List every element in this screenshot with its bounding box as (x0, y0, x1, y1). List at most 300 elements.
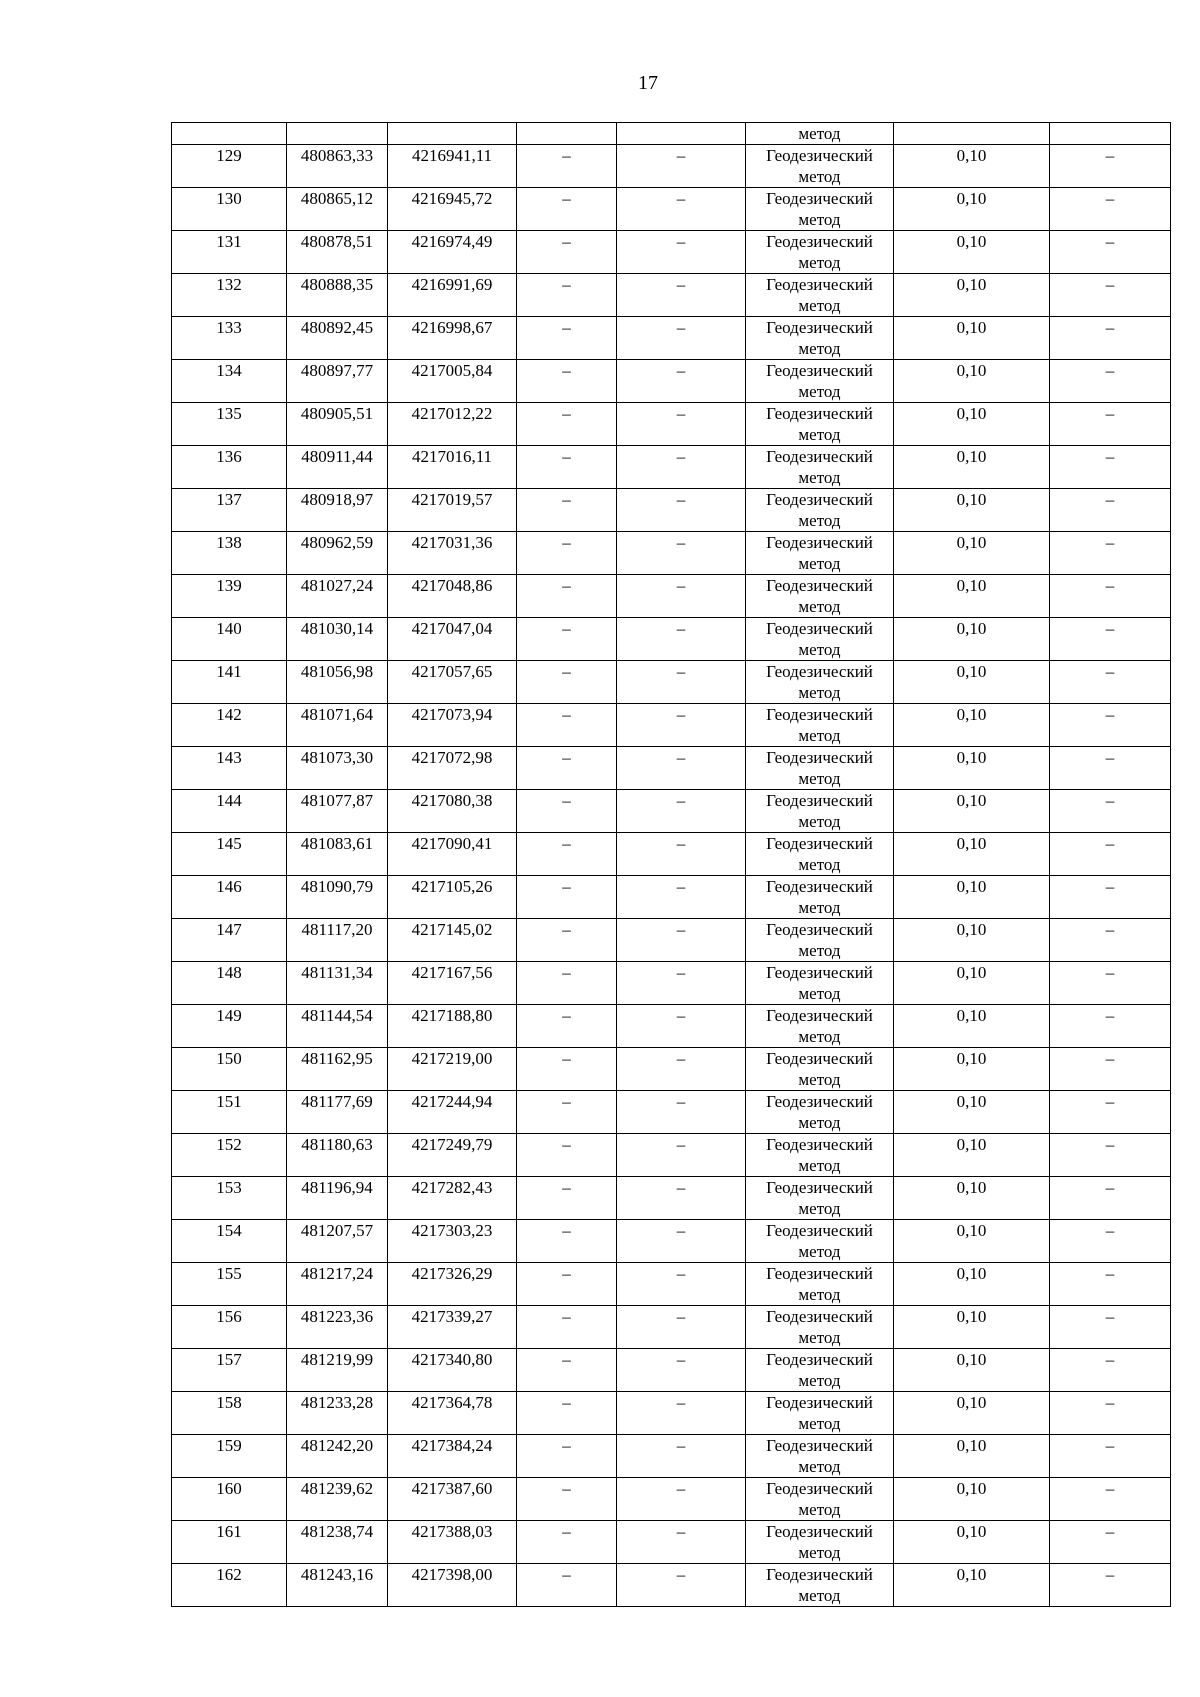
cell-col5: – (617, 1005, 746, 1048)
method-line-1: Геодезический (766, 1479, 873, 1498)
cell-col4: – (517, 790, 617, 833)
cell-col5: – (617, 1478, 746, 1521)
method-line-2: метод (798, 855, 841, 874)
cell-col4: – (517, 1263, 617, 1306)
cell-accuracy: 0,10 (894, 1392, 1050, 1435)
cell-accuracy: 0,10 (894, 1005, 1050, 1048)
method-line-2: метод (798, 640, 841, 659)
cell-col8: – (1050, 747, 1171, 790)
cell-col8: – (1050, 1521, 1171, 1564)
method-line-1: Геодезический (766, 490, 873, 509)
cell-col8: – (1050, 1177, 1171, 1220)
cell-col4: – (517, 1478, 617, 1521)
cell-col8: – (1050, 1263, 1171, 1306)
cell-point-number: 135 (172, 403, 287, 446)
cell-col8: – (1050, 1005, 1171, 1048)
cell-point-number: 162 (172, 1564, 287, 1607)
cell-col5: – (617, 1564, 746, 1607)
method-line-1: Геодезический (766, 232, 873, 251)
cell-x-coordinate: 480905,51 (287, 403, 388, 446)
cell-point-number: 132 (172, 274, 287, 317)
table-row (172, 446, 1171, 489)
cell-y-coordinate: 4217219,00 (388, 1048, 517, 1091)
cell-x-coordinate: 480918,97 (287, 489, 388, 532)
cell-col4: – (517, 188, 617, 231)
cell-point-number: 151 (172, 1091, 287, 1134)
cell-col5: – (617, 532, 746, 575)
cell-col8: – (1050, 1349, 1171, 1392)
method-line-2: метод (798, 339, 841, 358)
cell-col4: – (517, 618, 617, 661)
method-line-2: метод (798, 554, 841, 573)
table-row (172, 962, 1171, 1005)
cell-x-coordinate: 481219,99 (287, 1349, 388, 1392)
cell-col5: – (617, 1220, 746, 1263)
cell-accuracy: 0,10 (894, 1091, 1050, 1134)
cell-col4: – (517, 747, 617, 790)
table-row (172, 1478, 1171, 1521)
cell-y-coordinate: 4217282,43 (388, 1177, 517, 1220)
cell-col5: – (617, 876, 746, 919)
cell-col4: – (517, 1177, 617, 1220)
cell-method (746, 317, 894, 360)
method-line-1: Геодезический (766, 1350, 873, 1369)
cell-method (746, 1435, 894, 1478)
table-row (172, 1134, 1171, 1177)
cell-col8: – (1050, 1564, 1171, 1607)
cell-y-coordinate: 4217031,36 (388, 532, 517, 575)
cell-accuracy: 0,10 (894, 360, 1050, 403)
cell-method (746, 1564, 894, 1607)
cell-point-number: 129 (172, 145, 287, 188)
cell-accuracy: 0,10 (894, 1306, 1050, 1349)
cell-y-coordinate: 4217388,03 (388, 1521, 517, 1564)
cell-y-coordinate: 4217019,57 (388, 489, 517, 532)
cell-accuracy: 0,10 (894, 1349, 1050, 1392)
cell-x-coordinate: 481071,64 (287, 704, 388, 747)
method-line-1: Геодезический (766, 1522, 873, 1541)
cell-empty (894, 123, 1050, 145)
cell-accuracy: 0,10 (894, 1134, 1050, 1177)
cell-x-coordinate: 481243,16 (287, 1564, 388, 1607)
cell-method: метод (746, 123, 894, 145)
cell-empty (172, 123, 287, 145)
cell-point-number: 144 (172, 790, 287, 833)
method-line-1: Геодезический (766, 1178, 873, 1197)
cell-accuracy: 0,10 (894, 317, 1050, 360)
cell-col8: – (1050, 188, 1171, 231)
method-line-2: метод (798, 726, 841, 745)
table-row (172, 618, 1171, 661)
cell-col8: – (1050, 962, 1171, 1005)
method-line-1: Геодезический (766, 361, 873, 380)
cell-col4: – (517, 1134, 617, 1177)
cell-col5: – (617, 274, 746, 317)
cell-y-coordinate: 4217398,00 (388, 1564, 517, 1607)
cell-x-coordinate: 480865,12 (287, 188, 388, 231)
cell-method (746, 1306, 894, 1349)
cell-col4: – (517, 575, 617, 618)
cell-col4: – (517, 962, 617, 1005)
cell-point-number: 154 (172, 1220, 287, 1263)
method-line-2: метод (798, 1156, 841, 1175)
cell-method (746, 661, 894, 704)
cell-point-number: 157 (172, 1349, 287, 1392)
table-row (172, 1435, 1171, 1478)
cell-point-number: 146 (172, 876, 287, 919)
cell-point-number: 134 (172, 360, 287, 403)
cell-y-coordinate: 4217090,41 (388, 833, 517, 876)
cell-x-coordinate: 480897,77 (287, 360, 388, 403)
cell-y-coordinate: 4217145,02 (388, 919, 517, 962)
cell-y-coordinate: 4217326,29 (388, 1263, 517, 1306)
cell-col8: – (1050, 274, 1171, 317)
cell-col5: – (617, 1177, 746, 1220)
cell-point-number: 153 (172, 1177, 287, 1220)
cell-col5: – (617, 1263, 746, 1306)
table-row (172, 747, 1171, 790)
method-line-1: Геодезический (766, 963, 873, 982)
cell-col4: – (517, 1435, 617, 1478)
method-line-1: Геодезический (766, 791, 873, 810)
cell-y-coordinate: 4217303,23 (388, 1220, 517, 1263)
cell-col8: – (1050, 1134, 1171, 1177)
cell-col4: – (517, 446, 617, 489)
cell-x-coordinate: 481180,63 (287, 1134, 388, 1177)
cell-accuracy: 0,10 (894, 618, 1050, 661)
cell-col8: – (1050, 317, 1171, 360)
cell-col5: – (617, 1306, 746, 1349)
cell-method (746, 962, 894, 1005)
table-row (172, 1263, 1171, 1306)
cell-x-coordinate: 481217,24 (287, 1263, 388, 1306)
cell-col5: – (617, 962, 746, 1005)
cell-col5: – (617, 575, 746, 618)
cell-y-coordinate: 4217339,27 (388, 1306, 517, 1349)
cell-method (746, 919, 894, 962)
cell-col5: – (617, 704, 746, 747)
table-row (172, 1177, 1171, 1220)
cell-col5: – (617, 317, 746, 360)
cell-accuracy: 0,10 (894, 532, 1050, 575)
cell-point-number: 137 (172, 489, 287, 532)
cell-x-coordinate: 481027,24 (287, 575, 388, 618)
cell-col8: – (1050, 661, 1171, 704)
method-line-1: Геодезический (766, 404, 873, 423)
method-line-1: Геодезический (766, 146, 873, 165)
method-line-2: метод (798, 812, 841, 831)
cell-empty (1050, 123, 1171, 145)
cell-x-coordinate: 480892,45 (287, 317, 388, 360)
table-row (172, 403, 1171, 446)
cell-y-coordinate: 4217340,80 (388, 1349, 517, 1392)
cell-method (746, 1521, 894, 1564)
table-row (172, 1091, 1171, 1134)
cell-point-number: 133 (172, 317, 287, 360)
cell-y-coordinate: 4216974,49 (388, 231, 517, 274)
cell-point-number: 159 (172, 1435, 287, 1478)
cell-accuracy: 0,10 (894, 575, 1050, 618)
cell-point-number: 147 (172, 919, 287, 962)
cell-col8: – (1050, 704, 1171, 747)
method-line-2: метод (798, 769, 841, 788)
cell-col4: – (517, 274, 617, 317)
table-row (172, 575, 1171, 618)
method-line-1: Геодезический (766, 834, 873, 853)
method-line-2: метод (798, 511, 841, 530)
cell-col5: – (617, 747, 746, 790)
cell-col4: – (517, 360, 617, 403)
cell-accuracy: 0,10 (894, 790, 1050, 833)
cell-accuracy: 0,10 (894, 403, 1050, 446)
cell-col4: – (517, 1521, 617, 1564)
cell-method (746, 1134, 894, 1177)
cell-method (746, 704, 894, 747)
method-line-1: Геодезический (766, 1264, 873, 1283)
method-line-2: метод (798, 1027, 841, 1046)
cell-col4: – (517, 1349, 617, 1392)
cell-accuracy: 0,10 (894, 1177, 1050, 1220)
method-line-1: Геодезический (766, 877, 873, 896)
cell-col8: – (1050, 532, 1171, 575)
method-line-1: Геодезический (766, 275, 873, 294)
cell-x-coordinate: 481077,87 (287, 790, 388, 833)
cell-col8: – (1050, 360, 1171, 403)
cell-col4: – (517, 145, 617, 188)
cell-col4: – (517, 532, 617, 575)
cell-col5: – (617, 489, 746, 532)
cell-x-coordinate: 481223,36 (287, 1306, 388, 1349)
cell-x-coordinate: 481207,57 (287, 1220, 388, 1263)
cell-empty (287, 123, 388, 145)
table-row (172, 145, 1171, 188)
cell-col4: – (517, 1392, 617, 1435)
cell-col8: – (1050, 575, 1171, 618)
table-row-continuation (172, 123, 1171, 145)
cell-col4: – (517, 1005, 617, 1048)
coordinates-table (171, 122, 1171, 1607)
cell-x-coordinate: 481056,98 (287, 661, 388, 704)
cell-accuracy: 0,10 (894, 1478, 1050, 1521)
cell-x-coordinate: 480878,51 (287, 231, 388, 274)
method-line-2: метод (798, 1285, 841, 1304)
cell-point-number: 139 (172, 575, 287, 618)
method-line-2: метод (798, 1586, 841, 1605)
cell-y-coordinate: 4217387,60 (388, 1478, 517, 1521)
cell-x-coordinate: 480863,33 (287, 145, 388, 188)
cell-y-coordinate: 4217364,78 (388, 1392, 517, 1435)
cell-method (746, 403, 894, 446)
cell-method (746, 1005, 894, 1048)
cell-x-coordinate: 480962,59 (287, 532, 388, 575)
cell-col4: – (517, 704, 617, 747)
cell-y-coordinate: 4217073,94 (388, 704, 517, 747)
method-line-1: Геодезический (766, 1221, 873, 1240)
cell-y-coordinate: 4216998,67 (388, 317, 517, 360)
cell-col5: – (617, 1349, 746, 1392)
cell-accuracy: 0,10 (894, 1263, 1050, 1306)
cell-point-number: 142 (172, 704, 287, 747)
method-line-1: Геодезический (766, 447, 873, 466)
cell-method (746, 1392, 894, 1435)
cell-x-coordinate: 481162,95 (287, 1048, 388, 1091)
cell-method (746, 274, 894, 317)
table-row (172, 661, 1171, 704)
table-row (172, 489, 1171, 532)
cell-accuracy: 0,10 (894, 1048, 1050, 1091)
cell-method (746, 833, 894, 876)
cell-col8: – (1050, 1306, 1171, 1349)
table-row (172, 919, 1171, 962)
method-line-2: метод (798, 1414, 841, 1433)
cell-accuracy: 0,10 (894, 919, 1050, 962)
cell-y-coordinate: 4216945,72 (388, 188, 517, 231)
cell-method (746, 1177, 894, 1220)
cell-accuracy: 0,10 (894, 704, 1050, 747)
method-line-2: метод (798, 382, 841, 401)
cell-method (746, 360, 894, 403)
cell-point-number: 136 (172, 446, 287, 489)
cell-accuracy: 0,10 (894, 231, 1050, 274)
cell-accuracy: 0,10 (894, 962, 1050, 1005)
cell-y-coordinate: 4217048,86 (388, 575, 517, 618)
cell-y-coordinate: 4217249,79 (388, 1134, 517, 1177)
cell-x-coordinate: 481233,28 (287, 1392, 388, 1435)
cell-x-coordinate: 481131,34 (287, 962, 388, 1005)
cell-x-coordinate: 481117,20 (287, 919, 388, 962)
cell-y-coordinate: 4217057,65 (388, 661, 517, 704)
cell-col5: – (617, 1521, 746, 1564)
table-row (172, 876, 1171, 919)
cell-point-number: 156 (172, 1306, 287, 1349)
method-line-2: метод (798, 1113, 841, 1132)
method-line-2: метод (798, 296, 841, 315)
cell-x-coordinate: 480888,35 (287, 274, 388, 317)
cell-point-number: 160 (172, 1478, 287, 1521)
cell-col8: – (1050, 1048, 1171, 1091)
cell-point-number: 150 (172, 1048, 287, 1091)
cell-x-coordinate: 481177,69 (287, 1091, 388, 1134)
cell-col5: – (617, 231, 746, 274)
cell-col4: – (517, 1091, 617, 1134)
method-line-1: Геодезический (766, 189, 873, 208)
table-row (172, 1306, 1171, 1349)
cell-empty (517, 123, 617, 145)
cell-y-coordinate: 4217188,80 (388, 1005, 517, 1048)
cell-accuracy: 0,10 (894, 747, 1050, 790)
table-row (172, 1564, 1171, 1607)
method-line-2: метод (798, 597, 841, 616)
cell-col8: – (1050, 1220, 1171, 1263)
cell-y-coordinate: 4217167,56 (388, 962, 517, 1005)
cell-col4: – (517, 661, 617, 704)
cell-y-coordinate: 4217047,04 (388, 618, 517, 661)
cell-col8: – (1050, 489, 1171, 532)
cell-point-number: 138 (172, 532, 287, 575)
cell-accuracy: 0,10 (894, 1564, 1050, 1607)
cell-x-coordinate: 481083,61 (287, 833, 388, 876)
cell-y-coordinate: 4217080,38 (388, 790, 517, 833)
cell-method (746, 489, 894, 532)
method-line-2: метод (798, 1371, 841, 1390)
method-line-2: метод (798, 1070, 841, 1089)
method-line-2: метод (798, 941, 841, 960)
method-line-1: Геодезический (766, 705, 873, 724)
method-line-1: Геодезический (766, 1092, 873, 1111)
method-line-2: метод (798, 210, 841, 229)
method-line-2: метод (798, 253, 841, 272)
cell-method (746, 790, 894, 833)
cell-x-coordinate: 481238,74 (287, 1521, 388, 1564)
method-line-2: метод (798, 683, 841, 702)
cell-col4: – (517, 1306, 617, 1349)
cell-col8: – (1050, 1435, 1171, 1478)
page-number: 17 (638, 72, 658, 94)
method-line-1: Геодезический (766, 920, 873, 939)
cell-point-number: 130 (172, 188, 287, 231)
cell-x-coordinate: 481239,62 (287, 1478, 388, 1521)
method-line-2: метод (798, 425, 841, 444)
cell-x-coordinate: 481073,30 (287, 747, 388, 790)
cell-point-number: 148 (172, 962, 287, 1005)
cell-method (746, 145, 894, 188)
method-line-1: Геодезический (766, 1436, 873, 1455)
cell-col8: – (1050, 403, 1171, 446)
table-row (172, 704, 1171, 747)
cell-col4: – (517, 833, 617, 876)
cell-col4: – (517, 1220, 617, 1263)
cell-col5: – (617, 1134, 746, 1177)
cell-col5: – (617, 618, 746, 661)
cell-col5: – (617, 1392, 746, 1435)
table-row (172, 274, 1171, 317)
table-row (172, 1048, 1171, 1091)
cell-point-number: 149 (172, 1005, 287, 1048)
cell-y-coordinate: 4217005,84 (388, 360, 517, 403)
method-line-1: Геодезический (766, 619, 873, 638)
cell-method (746, 1349, 894, 1392)
cell-accuracy: 0,10 (894, 1521, 1050, 1564)
cell-col5: – (617, 1091, 746, 1134)
cell-x-coordinate: 481030,14 (287, 618, 388, 661)
cell-col4: – (517, 317, 617, 360)
cell-y-coordinate: 4216991,69 (388, 274, 517, 317)
cell-col8: – (1050, 446, 1171, 489)
table-row (172, 360, 1171, 403)
cell-accuracy: 0,10 (894, 145, 1050, 188)
cell-method (746, 1091, 894, 1134)
cell-col8: – (1050, 919, 1171, 962)
cell-col8: – (1050, 833, 1171, 876)
cell-accuracy: 0,10 (894, 489, 1050, 532)
cell-y-coordinate: 4217072,98 (388, 747, 517, 790)
cell-method (746, 188, 894, 231)
cell-y-coordinate: 4217016,11 (388, 446, 517, 489)
cell-col5: – (617, 145, 746, 188)
method-line-2: метод (798, 1457, 841, 1476)
cell-col5: – (617, 1435, 746, 1478)
method-line-1: Геодезический (766, 1006, 873, 1025)
cell-point-number: 140 (172, 618, 287, 661)
method-line-1: Геодезический (766, 1393, 873, 1412)
cell-col4: – (517, 403, 617, 446)
cell-point-number: 158 (172, 1392, 287, 1435)
table-row (172, 790, 1171, 833)
table-row (172, 833, 1171, 876)
method-line-1: Геодезический (766, 533, 873, 552)
cell-method (746, 876, 894, 919)
cell-point-number: 143 (172, 747, 287, 790)
